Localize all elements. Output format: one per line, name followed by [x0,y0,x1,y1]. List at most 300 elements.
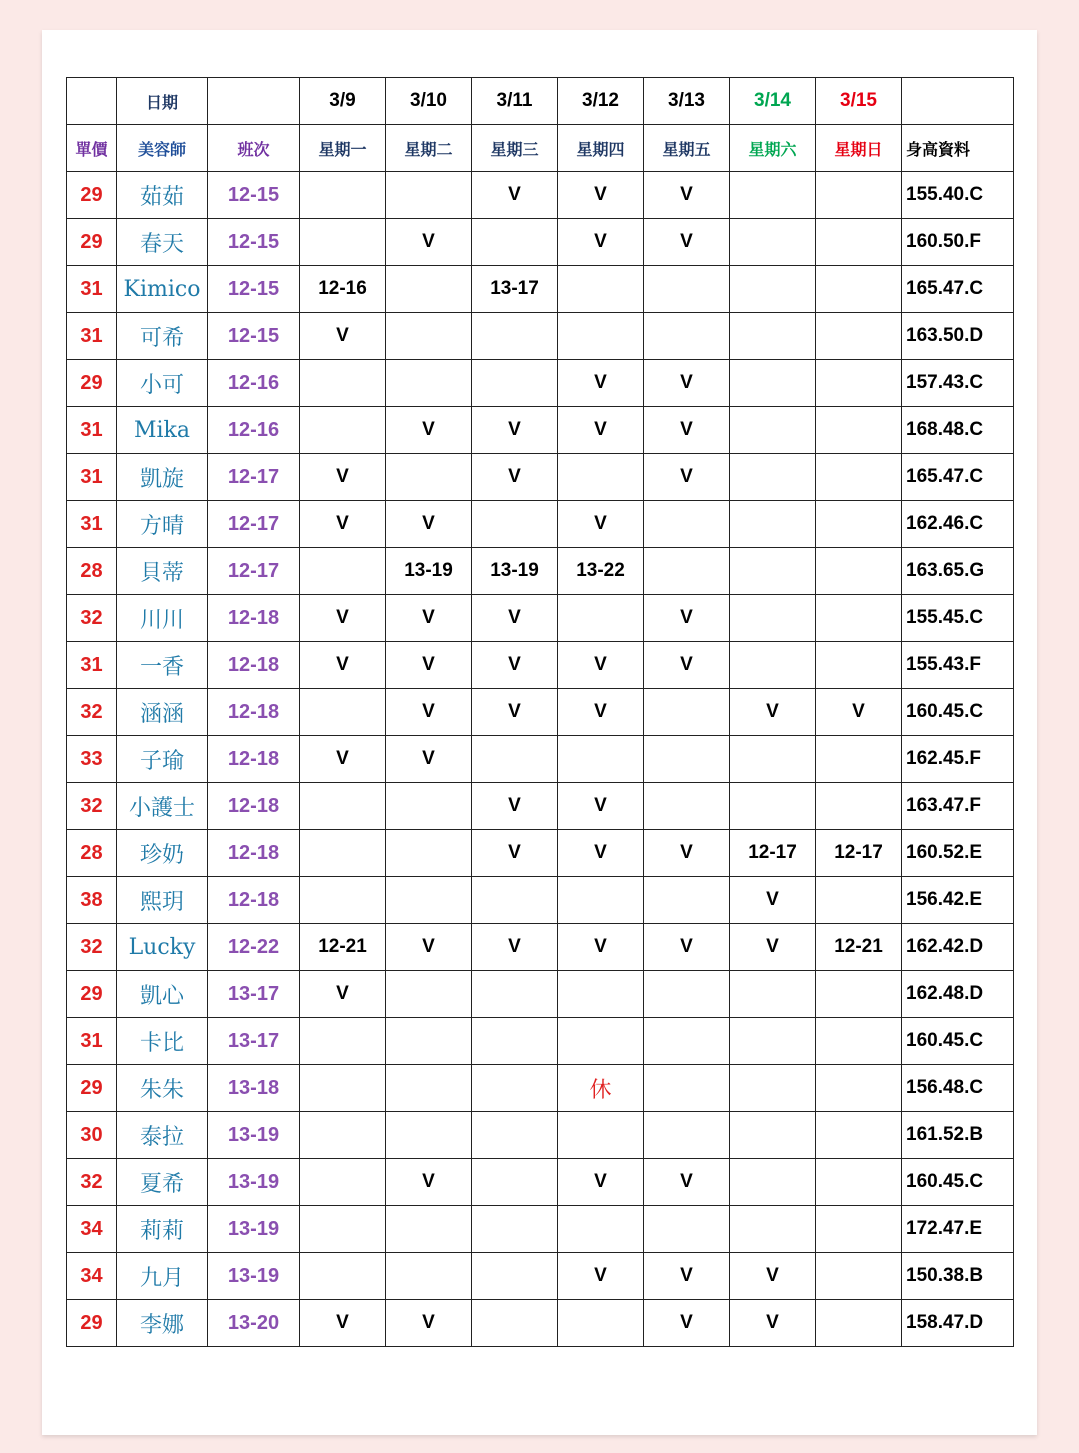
price-cell: 31 [67,266,117,313]
table-row [67,1253,1014,1300]
schedule-cell [386,971,472,1018]
schedule-cell [730,501,816,548]
schedule-body [67,172,1014,1347]
table-row [67,548,1014,595]
schedule-cell: V [730,1253,816,1300]
schedule-cell [300,407,386,454]
schedule-cell [644,877,730,924]
height-cell: 155.45.C [902,595,1014,642]
height-cell: 162.48.D [902,971,1014,1018]
blank-header-cell [902,78,1014,125]
schedule-cell [816,454,902,501]
schedule-cell [730,219,816,266]
table-row [67,172,1014,219]
schedule-cell [386,454,472,501]
table-row [67,501,1014,548]
date-header-2: 3/11 [472,78,558,125]
beautician-name: 卡比 [117,1018,208,1065]
schedule-cell: V [386,1159,472,1206]
schedule-cell [644,1206,730,1253]
schedule-cell [300,172,386,219]
beautician-name: 熙玥 [117,877,208,924]
shift-label: 班次 [208,125,300,172]
table-row [67,689,1014,736]
schedule-cell [472,1300,558,1347]
schedule-cell [816,1206,902,1253]
height-cell: 155.40.C [902,172,1014,219]
price-cell: 32 [67,783,117,830]
schedule-cell: V [386,642,472,689]
table-row [67,1300,1014,1347]
beautician-name: 春天 [117,219,208,266]
shift-cell: 13-19 [208,1206,300,1253]
date-header-5: 3/14 [730,78,816,125]
price-cell: 31 [67,454,117,501]
weekday-header-row [67,125,1014,172]
schedule-cell [558,877,644,924]
schedule-cell [816,1018,902,1065]
schedule-cell [730,971,816,1018]
beautician-name: 莉莉 [117,1206,208,1253]
date-label: 日期 [117,78,208,125]
schedule-cell [300,1018,386,1065]
schedule-cell [644,689,730,736]
schedule-cell: V [644,830,730,877]
schedule-cell: V [558,783,644,830]
table-row [67,877,1014,924]
schedule-cell: V [730,1300,816,1347]
schedule-cell [644,736,730,783]
weekday-header-6: 星期日 [816,125,902,172]
beautician-name: 珍奶 [117,830,208,877]
shift-cell: 12-18 [208,595,300,642]
table-row [67,266,1014,313]
table-row [67,971,1014,1018]
price-cell: 29 [67,219,117,266]
beautician-name: 凱旋 [117,454,208,501]
shift-cell: 13-17 [208,1018,300,1065]
schedule-cell: V [558,1159,644,1206]
schedule-cell [730,736,816,783]
schedule-cell: V [558,219,644,266]
shift-cell: 12-18 [208,736,300,783]
schedule-cell [816,360,902,407]
schedule-cell: V [558,1253,644,1300]
schedule-cell: V [300,1300,386,1347]
schedule-cell [816,266,902,313]
date-header-0: 3/9 [300,78,386,125]
schedule-cell [730,172,816,219]
shift-cell: 12-18 [208,830,300,877]
schedule-cell: V [386,407,472,454]
price-cell: 38 [67,877,117,924]
table-row [67,1065,1014,1112]
schedule-cell: V [644,219,730,266]
schedule-cell [472,1018,558,1065]
table-row [67,1159,1014,1206]
schedule-cell [300,1112,386,1159]
beautician-name: 茹茹 [117,172,208,219]
shift-cell: 12-18 [208,783,300,830]
schedule-cell [300,1159,386,1206]
schedule-cell [816,313,902,360]
price-cell: 31 [67,642,117,689]
schedule-cell [816,783,902,830]
table-row [67,360,1014,407]
beautician-name: 九月 [117,1253,208,1300]
schedule-cell: V [730,924,816,971]
schedule-cell [386,360,472,407]
schedule-cell [730,783,816,830]
schedule-cell: 12-21 [300,924,386,971]
schedule-cell [472,1159,558,1206]
shift-cell: 13-20 [208,1300,300,1347]
schedule-cell [730,360,816,407]
schedule-cell: V [644,407,730,454]
date-header-row [67,78,1014,125]
schedule-cell: V [644,1300,730,1347]
shift-cell: 13-17 [208,971,300,1018]
height-cell: 160.45.C [902,689,1014,736]
schedule-cell [816,548,902,595]
beautician-name: 川川 [117,595,208,642]
beautician-name: 泰拉 [117,1112,208,1159]
schedule-cell: V [386,501,472,548]
schedule-cell [300,783,386,830]
weekday-header-2: 星期三 [472,125,558,172]
schedule-cell [386,172,472,219]
shift-cell: 13-19 [208,1112,300,1159]
height-cell: 156.48.C [902,1065,1014,1112]
height-cell: 172.47.E [902,1206,1014,1253]
schedule-cell [558,595,644,642]
date-header-3: 3/12 [558,78,644,125]
table-row [67,454,1014,501]
schedule-cell [386,1112,472,1159]
schedule-cell [816,501,902,548]
beautician-name: 李娜 [117,1300,208,1347]
schedule-cell: V [558,172,644,219]
schedule-cell [644,1018,730,1065]
schedule-cell: 13-19 [386,548,472,595]
schedule-cell [472,1253,558,1300]
price-cell: 30 [67,1112,117,1159]
schedule-cell: V [816,689,902,736]
height-cell: 160.45.C [902,1159,1014,1206]
schedule-cell [300,1065,386,1112]
schedule-cell [730,1065,816,1112]
table-row [67,407,1014,454]
shift-cell: 12-15 [208,172,300,219]
schedule-cell: V [558,689,644,736]
schedule-cell [472,971,558,1018]
table-row [67,736,1014,783]
height-cell: 162.45.F [902,736,1014,783]
price-cell: 32 [67,1159,117,1206]
schedule-cell [386,783,472,830]
price-cell: 34 [67,1253,117,1300]
height-cell: 160.52.E [902,830,1014,877]
date-header-1: 3/10 [386,78,472,125]
schedule-cell: V [472,642,558,689]
table-row [67,219,1014,266]
schedule-cell: V [472,924,558,971]
schedule-cell [472,1065,558,1112]
beautician-name: Kimico [117,266,208,313]
schedule-cell [816,1300,902,1347]
price-cell: 29 [67,360,117,407]
schedule-cell: V [644,1253,730,1300]
price-cell: 31 [67,407,117,454]
table-row [67,595,1014,642]
table-row [67,1018,1014,1065]
schedule-cell: V [386,924,472,971]
shift-cell: 12-18 [208,642,300,689]
beautician-name: 一香 [117,642,208,689]
schedule-cell [644,971,730,1018]
schedule-cell [558,454,644,501]
schedule-cell: 休 [558,1065,644,1112]
schedule-cell [386,266,472,313]
schedule-cell: V [644,360,730,407]
schedule-cell [386,1253,472,1300]
price-cell: 28 [67,548,117,595]
height-cell: 162.46.C [902,501,1014,548]
schedule-cell: V [386,219,472,266]
schedule-cell [730,454,816,501]
schedule-cell [472,1206,558,1253]
schedule-cell [644,548,730,595]
schedule-cell [300,219,386,266]
schedule-cell: V [730,877,816,924]
schedule-cell: V [644,595,730,642]
schedule-cell: V [386,595,472,642]
shift-cell: 12-17 [208,548,300,595]
schedule-cell [730,313,816,360]
table-row [67,642,1014,689]
price-cell: 29 [67,1065,117,1112]
schedule-cell [386,1206,472,1253]
schedule-cell: V [386,736,472,783]
schedule-cell: V [558,501,644,548]
schedule-cell [644,313,730,360]
shift-cell: 12-16 [208,407,300,454]
schedule-cell: V [300,736,386,783]
schedule-cell [816,595,902,642]
height-cell: 163.47.F [902,783,1014,830]
schedule-cell [816,971,902,1018]
schedule-cell [730,1018,816,1065]
schedule-cell: V [644,1159,730,1206]
schedule-cell: V [300,501,386,548]
table-row [67,313,1014,360]
price-cell: 29 [67,1300,117,1347]
schedule-cell [558,266,644,313]
schedule-cell [300,360,386,407]
schedule-cell: V [558,830,644,877]
price-cell: 34 [67,1206,117,1253]
schedule-cell [816,172,902,219]
schedule-cell: V [644,924,730,971]
price-cell: 29 [67,172,117,219]
schedule-cell: V [730,689,816,736]
schedule-cell [816,1112,902,1159]
schedule-cell [300,548,386,595]
shift-cell: 13-19 [208,1253,300,1300]
shift-cell: 12-15 [208,266,300,313]
schedule-cell: V [300,454,386,501]
height-cell: 157.43.C [902,360,1014,407]
price-label: 單價 [67,125,117,172]
schedule-cell: 13-17 [472,266,558,313]
weekday-header-1: 星期二 [386,125,472,172]
height-cell: 156.42.E [902,877,1014,924]
schedule-cell [644,1065,730,1112]
schedule-cell: V [300,971,386,1018]
schedule-cell [472,313,558,360]
schedule-cell [472,501,558,548]
schedule-cell [300,689,386,736]
table-row [67,924,1014,971]
schedule-cell [644,266,730,313]
schedule-cell: 13-19 [472,548,558,595]
schedule-cell [644,783,730,830]
schedule-cell [816,219,902,266]
height-cell: 165.47.C [902,454,1014,501]
weekday-header-3: 星期四 [558,125,644,172]
schedule-cell [730,407,816,454]
schedule-cell: V [644,642,730,689]
schedule-cell [816,877,902,924]
schedule-cell [386,1018,472,1065]
price-cell: 32 [67,924,117,971]
schedule-cell [472,736,558,783]
shift-cell: 12-15 [208,219,300,266]
schedule-cell [300,830,386,877]
schedule-cell [300,1206,386,1253]
schedule-cell: V [472,595,558,642]
date-header-4: 3/13 [644,78,730,125]
schedule-cell [730,548,816,595]
height-cell: 163.50.D [902,313,1014,360]
schedule-cell [386,830,472,877]
shift-cell: 13-19 [208,1159,300,1206]
table-row [67,1206,1014,1253]
schedule-cell [644,1112,730,1159]
schedule-cell [300,877,386,924]
beautician-name: 子瑜 [117,736,208,783]
height-cell: 161.52.B [902,1112,1014,1159]
beautician-name: 小護士 [117,783,208,830]
schedule-cell: 12-16 [300,266,386,313]
schedule-cell [472,877,558,924]
schedule-cell: V [472,407,558,454]
schedule-cell: V [300,595,386,642]
price-cell: 32 [67,689,117,736]
schedule-cell: V [472,172,558,219]
table-row [67,783,1014,830]
shift-cell: 12-22 [208,924,300,971]
schedule-cell [558,313,644,360]
schedule-cell: V [644,172,730,219]
height-cell: 158.47.D [902,1300,1014,1347]
height-cell: 155.43.F [902,642,1014,689]
schedule-cell: V [472,783,558,830]
schedule-cell: V [472,454,558,501]
blank-header-cell [208,78,300,125]
schedule-cell: V [558,924,644,971]
shift-cell: 12-16 [208,360,300,407]
schedule-cell [558,1112,644,1159]
weekday-header-4: 星期五 [644,125,730,172]
beautician-name: 涵涵 [117,689,208,736]
schedule-cell [816,1159,902,1206]
schedule-cell [730,642,816,689]
schedule-cell [730,1159,816,1206]
schedule-cell: 12-17 [816,830,902,877]
height-label: 身高資料 [902,125,1014,172]
schedule-cell: V [386,1300,472,1347]
schedule-cell [386,877,472,924]
height-cell: 160.50.F [902,219,1014,266]
schedule-cell [558,736,644,783]
height-cell: 160.45.C [902,1018,1014,1065]
date-header-6: 3/15 [816,78,902,125]
beautician-name: 可希 [117,313,208,360]
beautician-name: 夏希 [117,1159,208,1206]
schedule-cell [816,1253,902,1300]
height-cell: 163.65.G [902,548,1014,595]
schedule-cell: V [644,454,730,501]
shift-cell: 13-18 [208,1065,300,1112]
schedule-cell [386,313,472,360]
schedule-cell: V [472,830,558,877]
schedule-cell [730,1206,816,1253]
shift-cell: 12-18 [208,689,300,736]
schedule-cell [816,642,902,689]
schedule-cell: V [558,407,644,454]
price-cell: 31 [67,1018,117,1065]
beautician-name: 貝蒂 [117,548,208,595]
shift-cell: 12-15 [208,313,300,360]
schedule-table [66,77,1014,1347]
schedule-cell: V [558,642,644,689]
schedule-cell [472,360,558,407]
price-cell: 31 [67,501,117,548]
height-cell: 162.42.D [902,924,1014,971]
schedule-sheet [42,30,1037,1435]
beautician-name: 方晴 [117,501,208,548]
beautician-name: 凱心 [117,971,208,1018]
schedule-cell: V [558,360,644,407]
schedule-cell [300,1253,386,1300]
beautician-name: 小可 [117,360,208,407]
schedule-cell [730,1112,816,1159]
schedule-cell [816,407,902,454]
schedule-cell [558,1206,644,1253]
beautician-name: 朱朱 [117,1065,208,1112]
schedule-cell [558,1018,644,1065]
shift-cell: 12-17 [208,501,300,548]
price-cell: 32 [67,595,117,642]
table-row [67,1112,1014,1159]
schedule-cell [558,971,644,1018]
beautician-name: Mika [117,407,208,454]
schedule-cell: V [300,642,386,689]
price-cell: 29 [67,971,117,1018]
schedule-cell: 12-17 [730,830,816,877]
price-cell: 28 [67,830,117,877]
